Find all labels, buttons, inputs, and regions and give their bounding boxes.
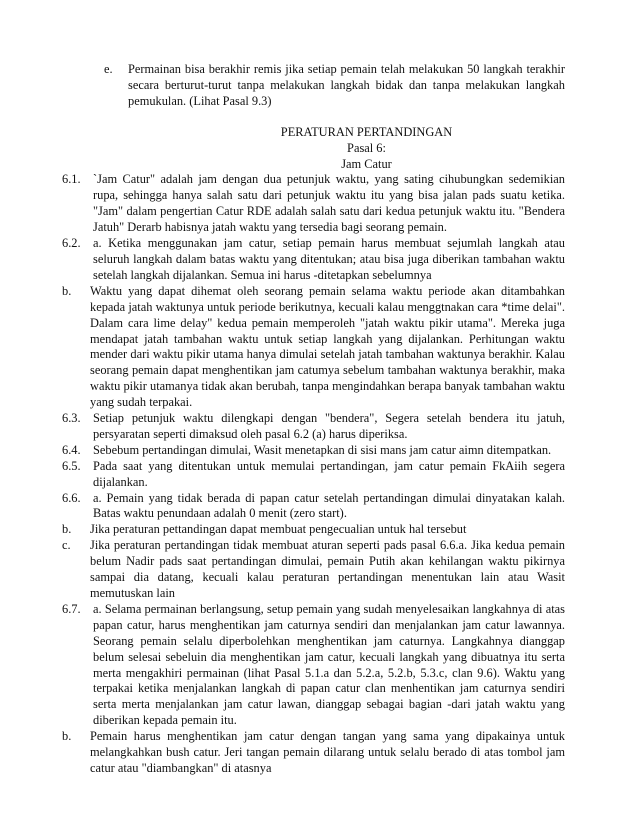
paragraph-number: b. <box>62 283 72 298</box>
paragraph-number: 6.1. <box>62 172 81 187</box>
paragraph-text: a. Selama permainan berlangsung, setup pemain yang sudah menyelesaikan langkahnya di atas papan catur, harus menghentikan jam caturnya sendiri dan menjalankan jam catur lawannya. Seorang pemain selalu diperbolehkan menghentikan jam caturnya. Langkahnya dianggap belum selesai sebeluin dia menghentikan jam catur, kecuali langkah yang dibuatnya itu serta merta mengakhiri permainan (lihat Pasal 5.1.a dan 5.2.a, 5.2.b, 5.3.c, clan 9.6). Waktu yang terpakai ketika menjalankan langkah di papan catur clan menhentikan jam caturnya sendiri serta merta menjalankan jam catur lawan, dianggap sebagai bagian -dari jatah waktu yang diberikan kepada pemain itu. <box>93 601 565 728</box>
paragraph-number: 6.7. <box>62 601 81 616</box>
item-e-text: Permainan bisa berakhir remis jika setiap pemain telah melakukan 50 langkah terakhir secara berturut-turut tanpa melakukan langkah bidak dan tanpa melakukan langkah pemukulan. (Lihat Pasal 9.3) <box>128 62 565 108</box>
paragraph-text: `Jam Catur" adalah jam dengan dua petunjuk waktu, yang sating cihubungkan sedemikian rupa, sehingga hanya salah satu dari petunjuk waktu itu yang bisa jalan pads suatu ketika. "Jam" dalam pengertian Catur RDE adalah salah satu dari kedua petunjuk waktu itu. "Bendera Jatuh" Derarb habisnya jatah waktu yang tersedia bagi seorang pemain. <box>93 172 565 235</box>
spacer <box>78 110 565 125</box>
paragraph-text: Pemain harus menghentikan jam catur dengan tangan yang sama yang dipakainya untuk melangkahkan bush catur. Jeri tangan pemain dilarang untuk selalu berado di atas tombol jam catur atau "diambangkan" di atasnya <box>90 729 565 775</box>
paragraph-text: a. Ketika menggunakan jam catur, setiap pemain harus membuat sejumlah langkah atau seluruh langkah dalam batas waktu yang ditentukan; atau bisa juga diberikan tambahan waktu setelah langkah dijalankan. Semua ini harus -ditetapkan sebelumnya <box>93 236 565 282</box>
paragraph-text: Pada saat yang ditentukan untuk memulai pertandingan, jam catur pemain FkAiih segera dijalankan. <box>93 458 565 489</box>
article-number: Pasal 6: <box>347 140 386 155</box>
paragraph-number: c. <box>62 538 71 553</box>
paragraph-6-1 <box>62 172 565 236</box>
paragraph-number: b. <box>62 522 72 537</box>
paragraph-text: a. Pemain yang tidak berada di papan catur setelah pertandingan dimulai dinyatakan kalah. Batas waktu penundaan adalah 0 menit (zero start). <box>93 490 565 521</box>
paragraph-text: Waktu yang dapat dihemat oleh seorang pemain selama waktu periode akan ditambahkan kepada jatah waktunya untuk periode berikutnya, kecuali kalau menggtnakan cara *time delai". Dalam cara lime delay" kedua pemain memperoleh "jatah waktu pikir utama". Mereka juga mendapat jatah tambahan waktu untuk setiap langkah yang dijalankan. Perhitungan waktu mender dari waktu pikir utama hanya dimulai setelah jatah tambahan waktunya berakhir. Kalau seorang pemain dapat menghentikan jam catumya sebelum tambahan waktunya berakhir, maka waktu pikir utamanya tidak akan berubah, tanpa mengindahkan berapa banyak tambahan waktu yang sudah terpakai. <box>90 283 565 410</box>
paragraph-text: Setiap petunjuk waktu dilengkapi dengan "bendera", Segera setelah bendera itu jatuh, persyaratan seperti dimaksud oleh pasal 6.2 (a) harus diperiksa. <box>93 411 565 441</box>
paragraph-number: 6.3. <box>62 411 81 426</box>
paragraph-6-2 <box>62 236 565 284</box>
item-e <box>78 62 565 110</box>
paragraph-number: 6.6. <box>62 490 81 505</box>
item-e-marker: e. <box>104 62 113 76</box>
paragraph-6-7 <box>62 602 565 729</box>
paragraph-6-4 <box>62 443 565 459</box>
paragraph-6-6 <box>62 491 565 523</box>
paragraph-text: Jika peraturan pertandingan tidak membuat aturan seperti pads pasal 6.6.a. Jika kedua pemain belum Nadir pads saat pertandingan dimulai, pemain Putih akan kehilangan waktu pikirnya sampai dia datang, kecuali kalau peraturan pertandingan menentukan lain atau Wasit memutuskan lain <box>90 538 565 600</box>
paragraph-6-5 <box>62 459 565 491</box>
paragraph-number: 6.5. <box>62 458 81 473</box>
paragraph-number: b. <box>62 729 72 744</box>
paragraph-6-6-c <box>62 538 565 602</box>
paragraph-6-6-b <box>62 522 565 538</box>
paragraph-6-2-b <box>62 284 565 411</box>
paragraph-text: Sebebum pertandingan dimulai, Wasit menetapkan di sisi mans jam catur aimn ditempatkan. <box>93 442 552 457</box>
section-title: PERATURAN PERTANDINGAN <box>280 124 453 139</box>
paragraph-number: 6.4. <box>62 442 81 457</box>
paragraph-number: 6.2. <box>62 236 81 251</box>
article-title: Jam Catur <box>341 156 392 171</box>
paragraph-text: Jika peraturan pettandingan dapat membuat pengecualian untuk hal tersebut <box>90 522 467 537</box>
paragraph-6-3 <box>62 411 565 443</box>
paragraph-6-7-b <box>62 729 565 777</box>
